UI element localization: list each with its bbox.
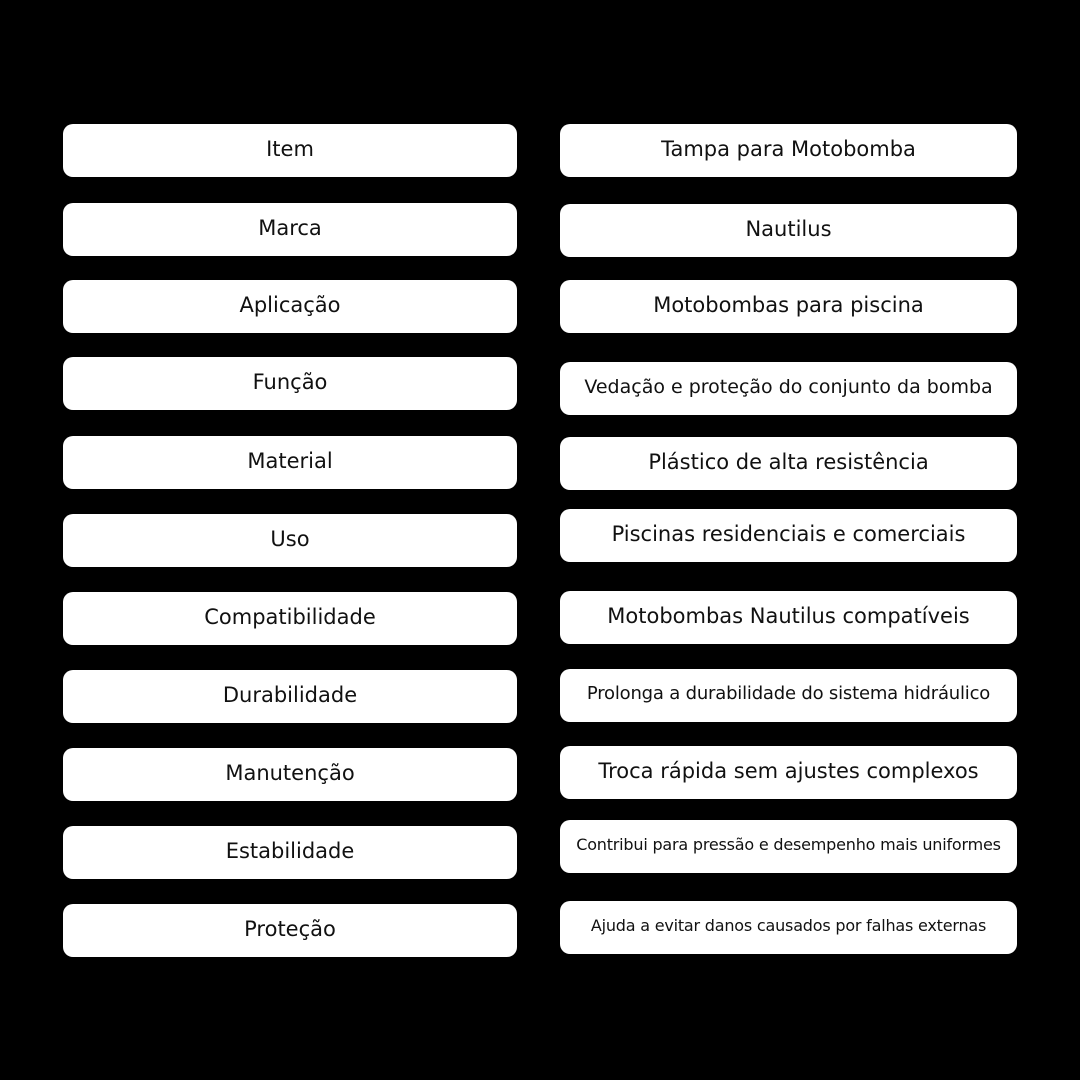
label-funcao: Função: [63, 357, 517, 410]
label-item: Item: [63, 124, 517, 177]
value-material: Plástico de alta resistência: [560, 437, 1017, 490]
label-compatibilidade: Compatibilidade: [63, 592, 517, 645]
value-durabilidade: Prolonga a durabilidade do sistema hidráulico: [560, 669, 1017, 722]
label-estabilidade: Estabilidade: [63, 826, 517, 879]
label-aplicacao: Aplicação: [63, 280, 517, 333]
value-compatibilidade: Motobombas Nautilus compatíveis: [560, 591, 1017, 644]
label-marca: Marca: [63, 203, 517, 256]
label-durabilidade: Durabilidade: [63, 670, 517, 723]
label-manutencao: Manutenção: [63, 748, 517, 801]
value-item: Tampa para Motobomba: [560, 124, 1017, 177]
value-uso: Piscinas residenciais e comerciais: [560, 509, 1017, 562]
label-protecao: Proteção: [63, 904, 517, 957]
label-uso: Uso: [63, 514, 517, 567]
value-marca: Nautilus: [560, 204, 1017, 257]
value-manutencao: Troca rápida sem ajustes complexos: [560, 746, 1017, 799]
value-protecao: Ajuda a evitar danos causados por falhas externas: [560, 901, 1017, 954]
label-material: Material: [63, 436, 517, 489]
value-aplicacao: Motobombas para piscina: [560, 280, 1017, 333]
value-estabilidade: Contribui para pressão e desempenho mais uniformes: [560, 820, 1017, 873]
value-funcao: Vedação e proteção do conjunto da bomba: [560, 362, 1017, 415]
